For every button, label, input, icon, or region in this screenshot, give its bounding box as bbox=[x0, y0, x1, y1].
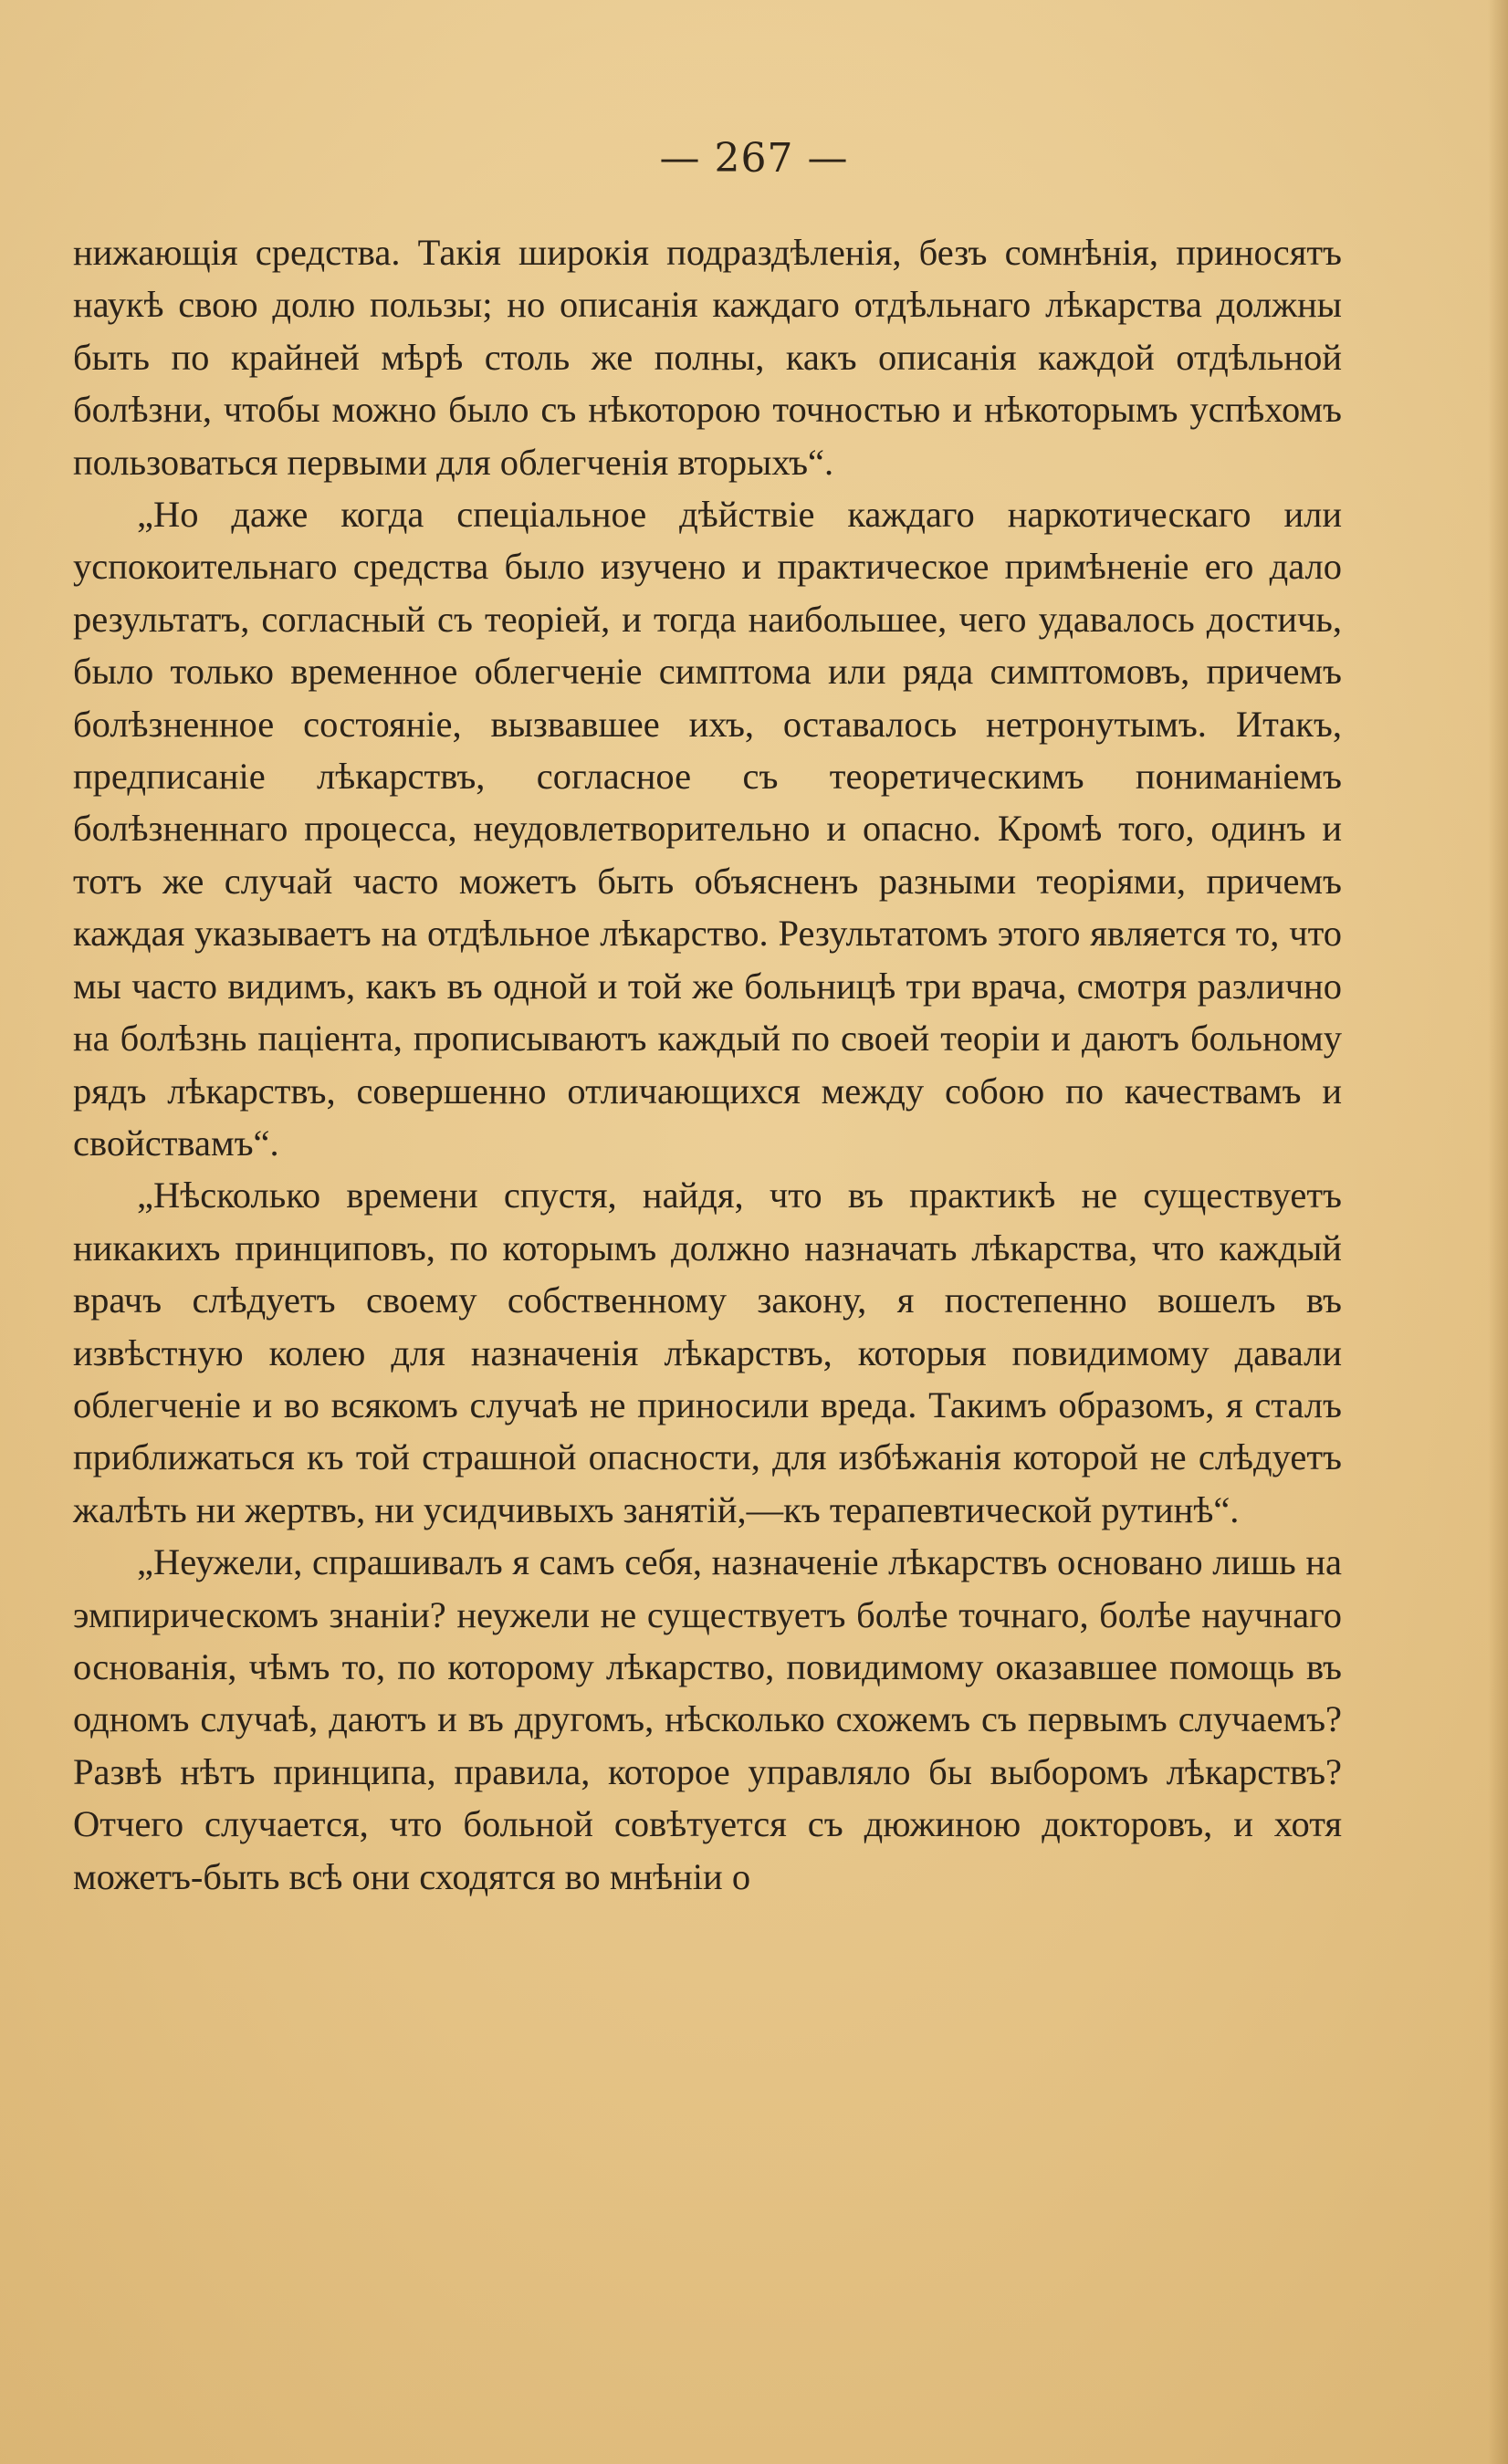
paragraph-4: „Неужели, спрашивалъ я самъ себя, назначеніе лѣкарствъ основано лишь на эмпирическомъ знаніи? неужели не существуетъ болѣе точнаго, болѣе научнаго основанія, чѣмъ то, по которому лѣкарство, повидимому оказавшее помощь въ одномъ случаѣ, даютъ и въ другомъ, нѣсколько схожемъ съ первымъ случаемъ? Развѣ нѣтъ принципа, правила, которое управляло бы выборомъ лѣкарствъ? Отчего случается, что больной совѣтуется съ дюжиною докторовъ, и хотя можетъ-быть всѣ они сходятся во мнѣніи о bbox=[73, 1541, 1342, 1897]
paragraph-2: „Но даже когда спеціальное дѣйствіе каждаго наркотическаго или успокоительнаго средства было изучено и практическое примѣненіе его дало результатъ, согласный съ теоріей, и тогда наибольшее, чего удавалось достичь, было только временное облегченіе симптома или ряда симптомовъ, причемъ болѣзненное состояніе, вызвавшее ихъ, оставалось нетронутымъ. Итакъ, предписаніе лѣкарствъ, согласное съ теоретическимъ пониманіемъ болѣзненнаго процесса, неудовлетворительно и опасно. Кромѣ того, одинъ и тотъ же случай часто можетъ быть объясненъ разными теоріями, причемъ каждая указываетъ на отдѣльное лѣкарство. Результатомъ этого является то, что мы часто видимъ, какъ въ одной и той же больницѣ три врача, смотря различно на болѣзнь паціента, прописываютъ каждый по своей теоріи и даютъ больному рядъ лѣкарствъ, совершенно отличающихся между собою по качествамъ и свойствамъ“. bbox=[73, 494, 1342, 1164]
page-edge-shadow bbox=[1488, 0, 1508, 2464]
body-text bbox=[73, 226, 1342, 1903]
page-number: — 267 — bbox=[659, 135, 849, 182]
paragraph-3: „Нѣсколько времени спустя, найдя, что въ практикѣ не существуетъ никакихъ принциповъ, по которымъ должно назначать лѣкарства, что каждый врачъ слѣдуетъ своему собственному закону, я постепенно вошелъ въ извѣстную колею для назначенія лѣкарствъ, которыя повидимому давали облегченіе и во всякомъ случаѣ не приносили вреда. Такимъ образомъ, я сталъ приближаться къ той страшной опасности, для избѣжанія которой не слѣдуетъ жалѣть ни жертвъ, ни усидчивыхъ занятій,—къ терапевтической рутинѣ“. bbox=[73, 1175, 1342, 1530]
paragraph-1: нижающія средства. Такія широкія подраздѣленія, безъ сомнѣнія, приносятъ наукѣ свою долю пользы; но описанія каждаго отдѣльнаго лѣкарства должны быть по крайней мѣрѣ столь же полны, какъ описанія каждой отдѣльной болѣзни, чтобы можно было съ нѣкоторою точностью и нѣкоторымъ успѣхомъ пользоваться первыми для облегченія вторыхъ“. bbox=[73, 232, 1342, 483]
